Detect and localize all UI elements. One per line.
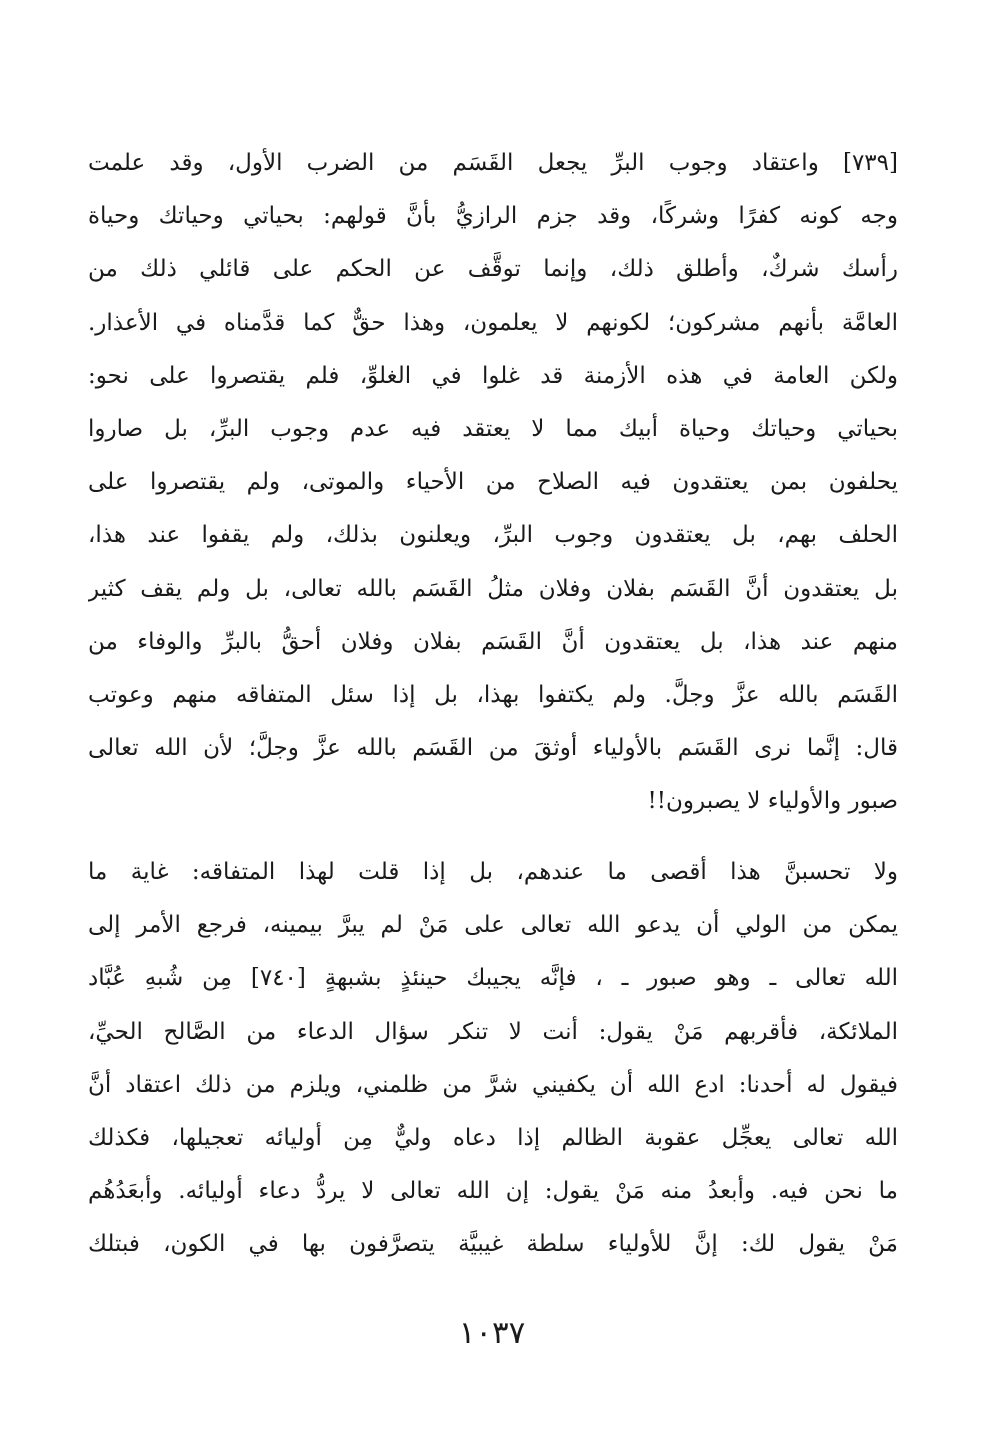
text-line: قال: إنَّما نرى القَسَم بالأولياء أوثقَ من القَسَم بالله عزَّ وجلَّ؛ لأن الله تعالى [88, 735, 898, 762]
text-line: صبور والأولياء لا يصبرون!! [647, 788, 898, 815]
text-line: القَسَم بالله عزَّ وجلَّ. ولم يكتفوا بهذا، بل إذا سئل المتفاقه منهم وعوتب [88, 681, 898, 708]
text-line: الله تعالى يعجِّل عقوبة الظالم إذا دعاه وليٌّ مِن أوليائه تعجيلها، فكذلك [88, 1124, 898, 1151]
text-line: ما نحن فيه. وأبعدُ منه مَنْ يقول: إن الله تعالى لا يردُّ دعاء أوليائه. وأبعَدُهُم [88, 1178, 898, 1205]
text-line: [٧٣٩] واعتقاد وجوب البرِّ يجعل القَسَم من الضرب الأول، وقد علمت [88, 150, 898, 176]
text-line: الحلف بهم، بل يعتقدون وجوب البرِّ، ويعلنون بذلك، ولم يقفوا عند هذا، [88, 522, 898, 549]
text-line: يحلفون بمن يعتقدون فيه الصلاح من الأحياء والموتى، ولم يقتصروا على [88, 469, 898, 496]
text-line: رأسك شركٌ، وأطلق ذلك، وإنما توقَّف عن الحكم على قائلي ذلك من [88, 256, 898, 283]
text-line: الله تعالى ـ وهو صبور ـ ، فإنَّه يجيبك حينئذٍ بشبهةٍ [٧٤٠] مِن شُبهِ عُبَّاد [88, 965, 898, 992]
text-line: ولا تحسبنَّ هذا أقصى ما عندهم، بل إذا قلت لهذا المتفاقه: غاية ما [88, 859, 898, 885]
paragraph-2 [88, 846, 898, 1272]
text-line: فيقول له أحدنا: ادع الله أن يكفيني شرَّ من ظلمني، ويلزم من ذلك اعتقاد أنَّ [88, 1071, 898, 1098]
text-line: بحياتي وحياتك وحياة أبيك مما لا يعتقد فيه عدم وجوب البرِّ، بل صاروا [88, 415, 898, 442]
text-line: ولكن العامة في هذه الأزمنة قد غلوا في الغلوِّ، فلم يقتصروا على نحو: [88, 362, 898, 389]
text-line: بل يعتقدون أنَّ القَسَم بفلان وفلان مثلُ القَسَم بالله تعالى، بل ولم يقف كثير [88, 575, 898, 602]
page-number: ١٠٣٧ [458, 1315, 526, 1351]
text-line: العامَّة بأنهم مشركون؛ لكونهم لا يعلمون، وهذا حقٌّ كما قدَّمناه في الأعذار. [88, 309, 898, 336]
text-line: وجه كونه كفرًا وشركًا، وقد جزم الرازيُّ بأنَّ قولهم: بحياتي وحياتك وحياة [88, 203, 898, 230]
text-line: مَنْ يقول لك: إنَّ للأولياء سلطة غيبيَّة يتصرَّفون بها في الكون، فبتلك [88, 1231, 898, 1258]
text-line: الملائكة، فأقربهم مَنْ يقول: أنت لا تنكر سؤال الدعاء من الصَّالح الحيِّ، [88, 1018, 898, 1045]
text-line: يمكن من الولي أن يدعو الله تعالى على مَنْ لم يبرَّ بيمينه، فرجع الأمر إلى [88, 912, 898, 939]
paragraph-1 [88, 137, 898, 828]
text-line: منهم عند هذا، بل يعتقدون أنَّ القَسَم بفلان وفلان أحقُّ بالبرِّ والوفاء من [88, 628, 898, 655]
